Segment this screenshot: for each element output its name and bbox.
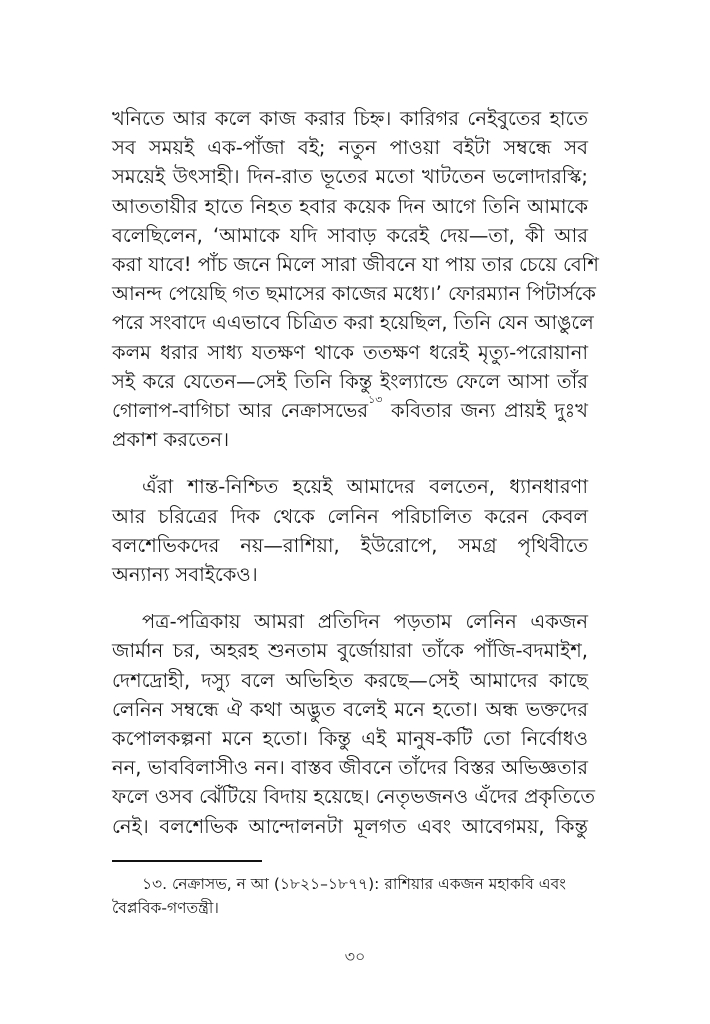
text-line: আততায়ীর হাতে নিহত হবার কয়েক দিন আগে তিনি আমাকে [112, 194, 588, 218]
text-line: এঁরা শান্ত-নিশ্চিত হয়েই আমাদের বলতেন, ধ্যানধারণা [142, 475, 588, 499]
footnote [112, 872, 588, 920]
footnote-reference[interactable]: ১৩ [368, 393, 383, 407]
text-line: প্রকাশ করতেন। [112, 428, 230, 452]
text-line: কলম ধরার সাধ্য যতক্ষণ থাকে ততক্ষণ ধরেই মৃত্যু-পরোয়ানা [112, 340, 588, 364]
text-line: আনন্দ পেয়েছি গত ছমাসের কাজের মধ্যে।’ ফোরম্যান পিটার্সকে [112, 282, 596, 306]
text-line: সই করে যেতেন—সেই তিনি কিন্তু ইংল্যান্ডে ফেলে আসা তাঁর [112, 369, 588, 393]
text-line: নেই। বলশেভিক আন্দোলনটা মূলগত এবং আবেগময়, কিন্তু [112, 814, 588, 838]
text-line: সব সময়ই এক-পাঁজা বই; নতুন পাওয়া বইটা সম্বন্ধে সব [112, 136, 588, 160]
text-line: লেনিন সম্বন্ধে ঐ কথা অদ্ভুত বলেই মনে হতো। অন্ধ ভক্তদের [112, 697, 588, 721]
text-line: বলেছিলেন, ‘আমাকে যদি সাবাড় করেই দেয়—তা, কী আর [112, 223, 588, 247]
text-line: আর চরিত্রের দিক থেকে লেনিন পরিচালিত করেন কেবল [112, 504, 588, 528]
text-line: ফলে ওসব ঝেঁটিয়ে বিদায় হয়েছে। নেতৃভজনও এঁদের প্রকৃতিতে [112, 785, 595, 809]
text-line: অন্যান্য সবাইকেও। [112, 563, 258, 587]
text-line: জার্মান চর, অহরহ শুনতাম বুর্জোয়ারা তাঁকে পাঁজি-বদমাইশ, [112, 639, 588, 663]
text-line: করা যাবে! পাঁচ জনে মিলে সারা জীবনে যা পায় তার চেয়ে বেশি [112, 253, 599, 277]
text-line: কপোলকল্পনা মনে হতো। কিন্তু এই মানুষ-কটি তো নির্বোধও [112, 727, 588, 751]
text-line: পত্র-পত্রিকায় আমরা প্রতিদিন পড়তাম লেনিন একজন [142, 610, 588, 634]
page-body [112, 104, 599, 841]
text-segment: গোলাপ-বাগিচা আর নেক্রাসভের [112, 399, 369, 423]
paragraph-1 [112, 104, 599, 454]
page-number: ৩০ [344, 947, 366, 966]
text-line: নন, ভাববিলাসীও নন। বাস্তব জীবনে তাঁদের বিস্তর অভিজ্ঞতার [112, 756, 588, 780]
text-line: সময়েই উৎসাহী। দিন-রাত ভূতের মতো খাটতেন ভলোদারস্কি; [112, 165, 588, 189]
footnote-separator [112, 860, 262, 862]
footnote-line: ১৩. নেক্রাসভ, ন আ (১৮২১–১৮৭৭): রাশিয়ার একজন মহাকবি এবং [142, 875, 566, 893]
text-line: পরে সংবাদে এএভাবে চিত্রিত করা হয়েছিল, তিনি যেন আঙুলে [112, 311, 594, 335]
paragraph-3 [112, 607, 595, 841]
text-line: খনিতে আর কলে কাজ করার চিহ্ন। কারিগর নেইবুতের হাতে [112, 107, 588, 130]
text-line: দেশদ্রোহী, দস্যু বলে অভিহিত করছে—সেই আমাদের কাছে [112, 668, 588, 692]
footnote-line: বৈপ্লবিক-গণতন্ত্রী। [112, 899, 219, 917]
text-line-with-footnote-ref [112, 393, 588, 425]
paragraph-2 [112, 472, 588, 589]
text-line: বলশেভিকদের নয়—রাশিয়া, ইউরোপে, সমগ্র পৃথিবীতে [112, 533, 588, 557]
text-segment: কবিতার জন্য প্রায়ই দুঃখ [382, 399, 588, 423]
